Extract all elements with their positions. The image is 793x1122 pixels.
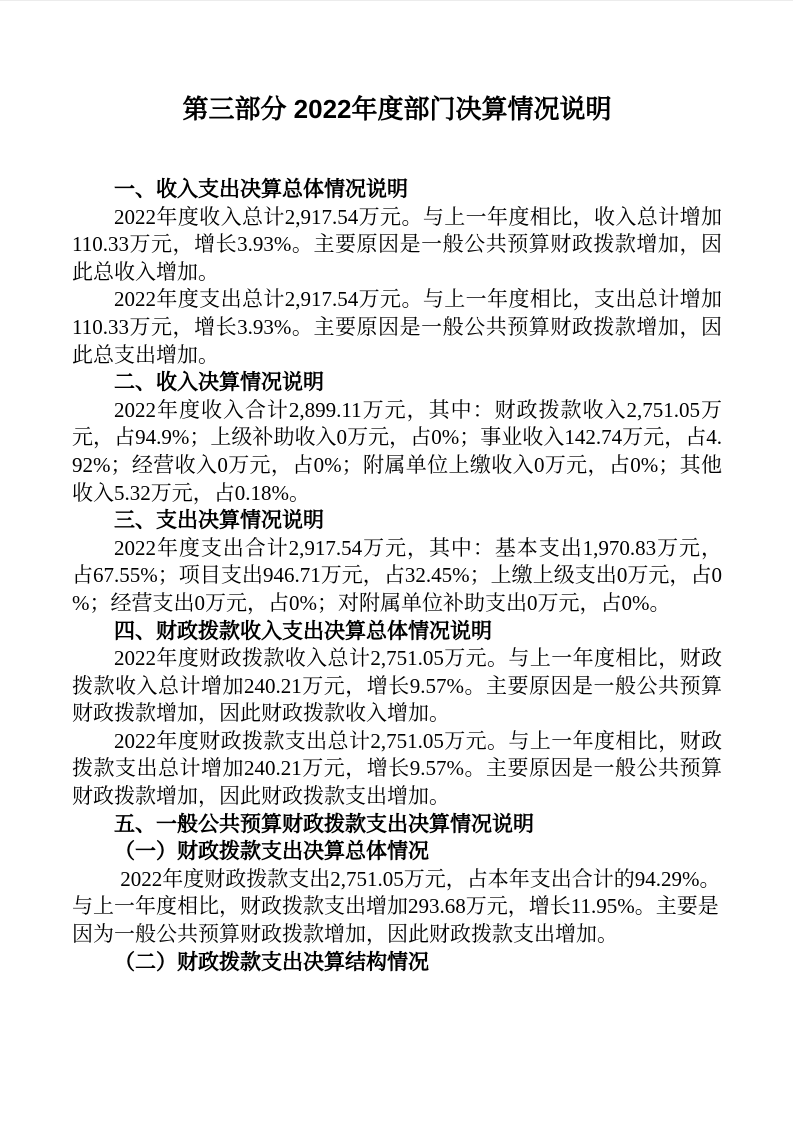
- section-heading-2: 二、收入决算情况说明: [114, 371, 324, 395]
- document-content: [0, 1, 793, 976]
- section-heading-1: 一、收入支出决算总体情况说明: [114, 178, 408, 201]
- subsection-heading-1: （一）财政拨款支出决算总体情况: [114, 840, 429, 864]
- paragraph-income-detail: 2022年度收入合计2,899.11万元，其中：财政拨款收入2,751.05万元，占94.9%；上级补助收入0万元，占0%；事业收入142.74万元，占4.92%；经营收入0万元，占0%；附属单位上缴收入0万元，占0%；其他收入5.32万元，占0.18%。: [72, 397, 722, 505]
- paragraph-expense-total: 2022年度支出总计2,917.54万元。与上一年度相比，支出总计增加110.33万元，增长3.93%。主要原因是一般公共预算财政拨款增加，因此总支出增加。: [72, 287, 722, 367]
- paragraph-fiscal-expense: 2022年度财政拨款支出总计2,751.05万元。与上一年度相比，财政拨款支出总计增加240.21万元，增长9.57%。主要原因是一般公共预算财政拨款增加，因此财政拨款支出增加。: [72, 728, 722, 809]
- document-title: 第三部分 2022年度部门决算情况说明: [182, 94, 612, 124]
- section-heading-3: 三、支出决算情况说明: [114, 509, 324, 533]
- paragraph-fiscal-expense-overview: 2022年度财政拨款支出2,751.05万元，占本年支出合计的94.29%。与上一年度相比，财政拨款支出增加293.68万元，增长11.95%。主要是因为一般公共预算财政拨款增加，因此财政拨款支出增加。: [72, 866, 721, 947]
- paragraph-fiscal-income: 2022年度财政拨款收入总计2,751.05万元。与上一年度相比，财政拨款收入总计增加240.21万元，增长9.57%。主要原因是一般公共预算财政拨款增加，因此财政拨款收入增加。: [72, 646, 722, 726]
- paragraph-expense-detail: 2022年度支出合计2,917.54万元，其中：基本支出1,970.83万元，占67.55%；项目支出946.71万元，占32.45%；上缴上级支出0万元，占0%；经营支出0万元，占0%；对附属单位补助支出0万元，占0%。: [72, 535, 722, 615]
- subsection-heading-2: （二）财政拨款支出决算结构情况: [114, 950, 429, 974]
- paragraph-income-total: 2022年度收入总计2,917.54万元。与上一年度相比，收入总计增加110.33万元，增长3.93%。主要原因是一般公共预算财政拨款增加，因此总收入增加。: [72, 204, 722, 284]
- section-heading-4: 四、财政拨款收入支出决算总体情况说明: [114, 619, 492, 643]
- document-body: [72, 176, 722, 976]
- section-heading-5: 五、一般公共预算财政拨款支出决算情况说明: [114, 812, 534, 836]
